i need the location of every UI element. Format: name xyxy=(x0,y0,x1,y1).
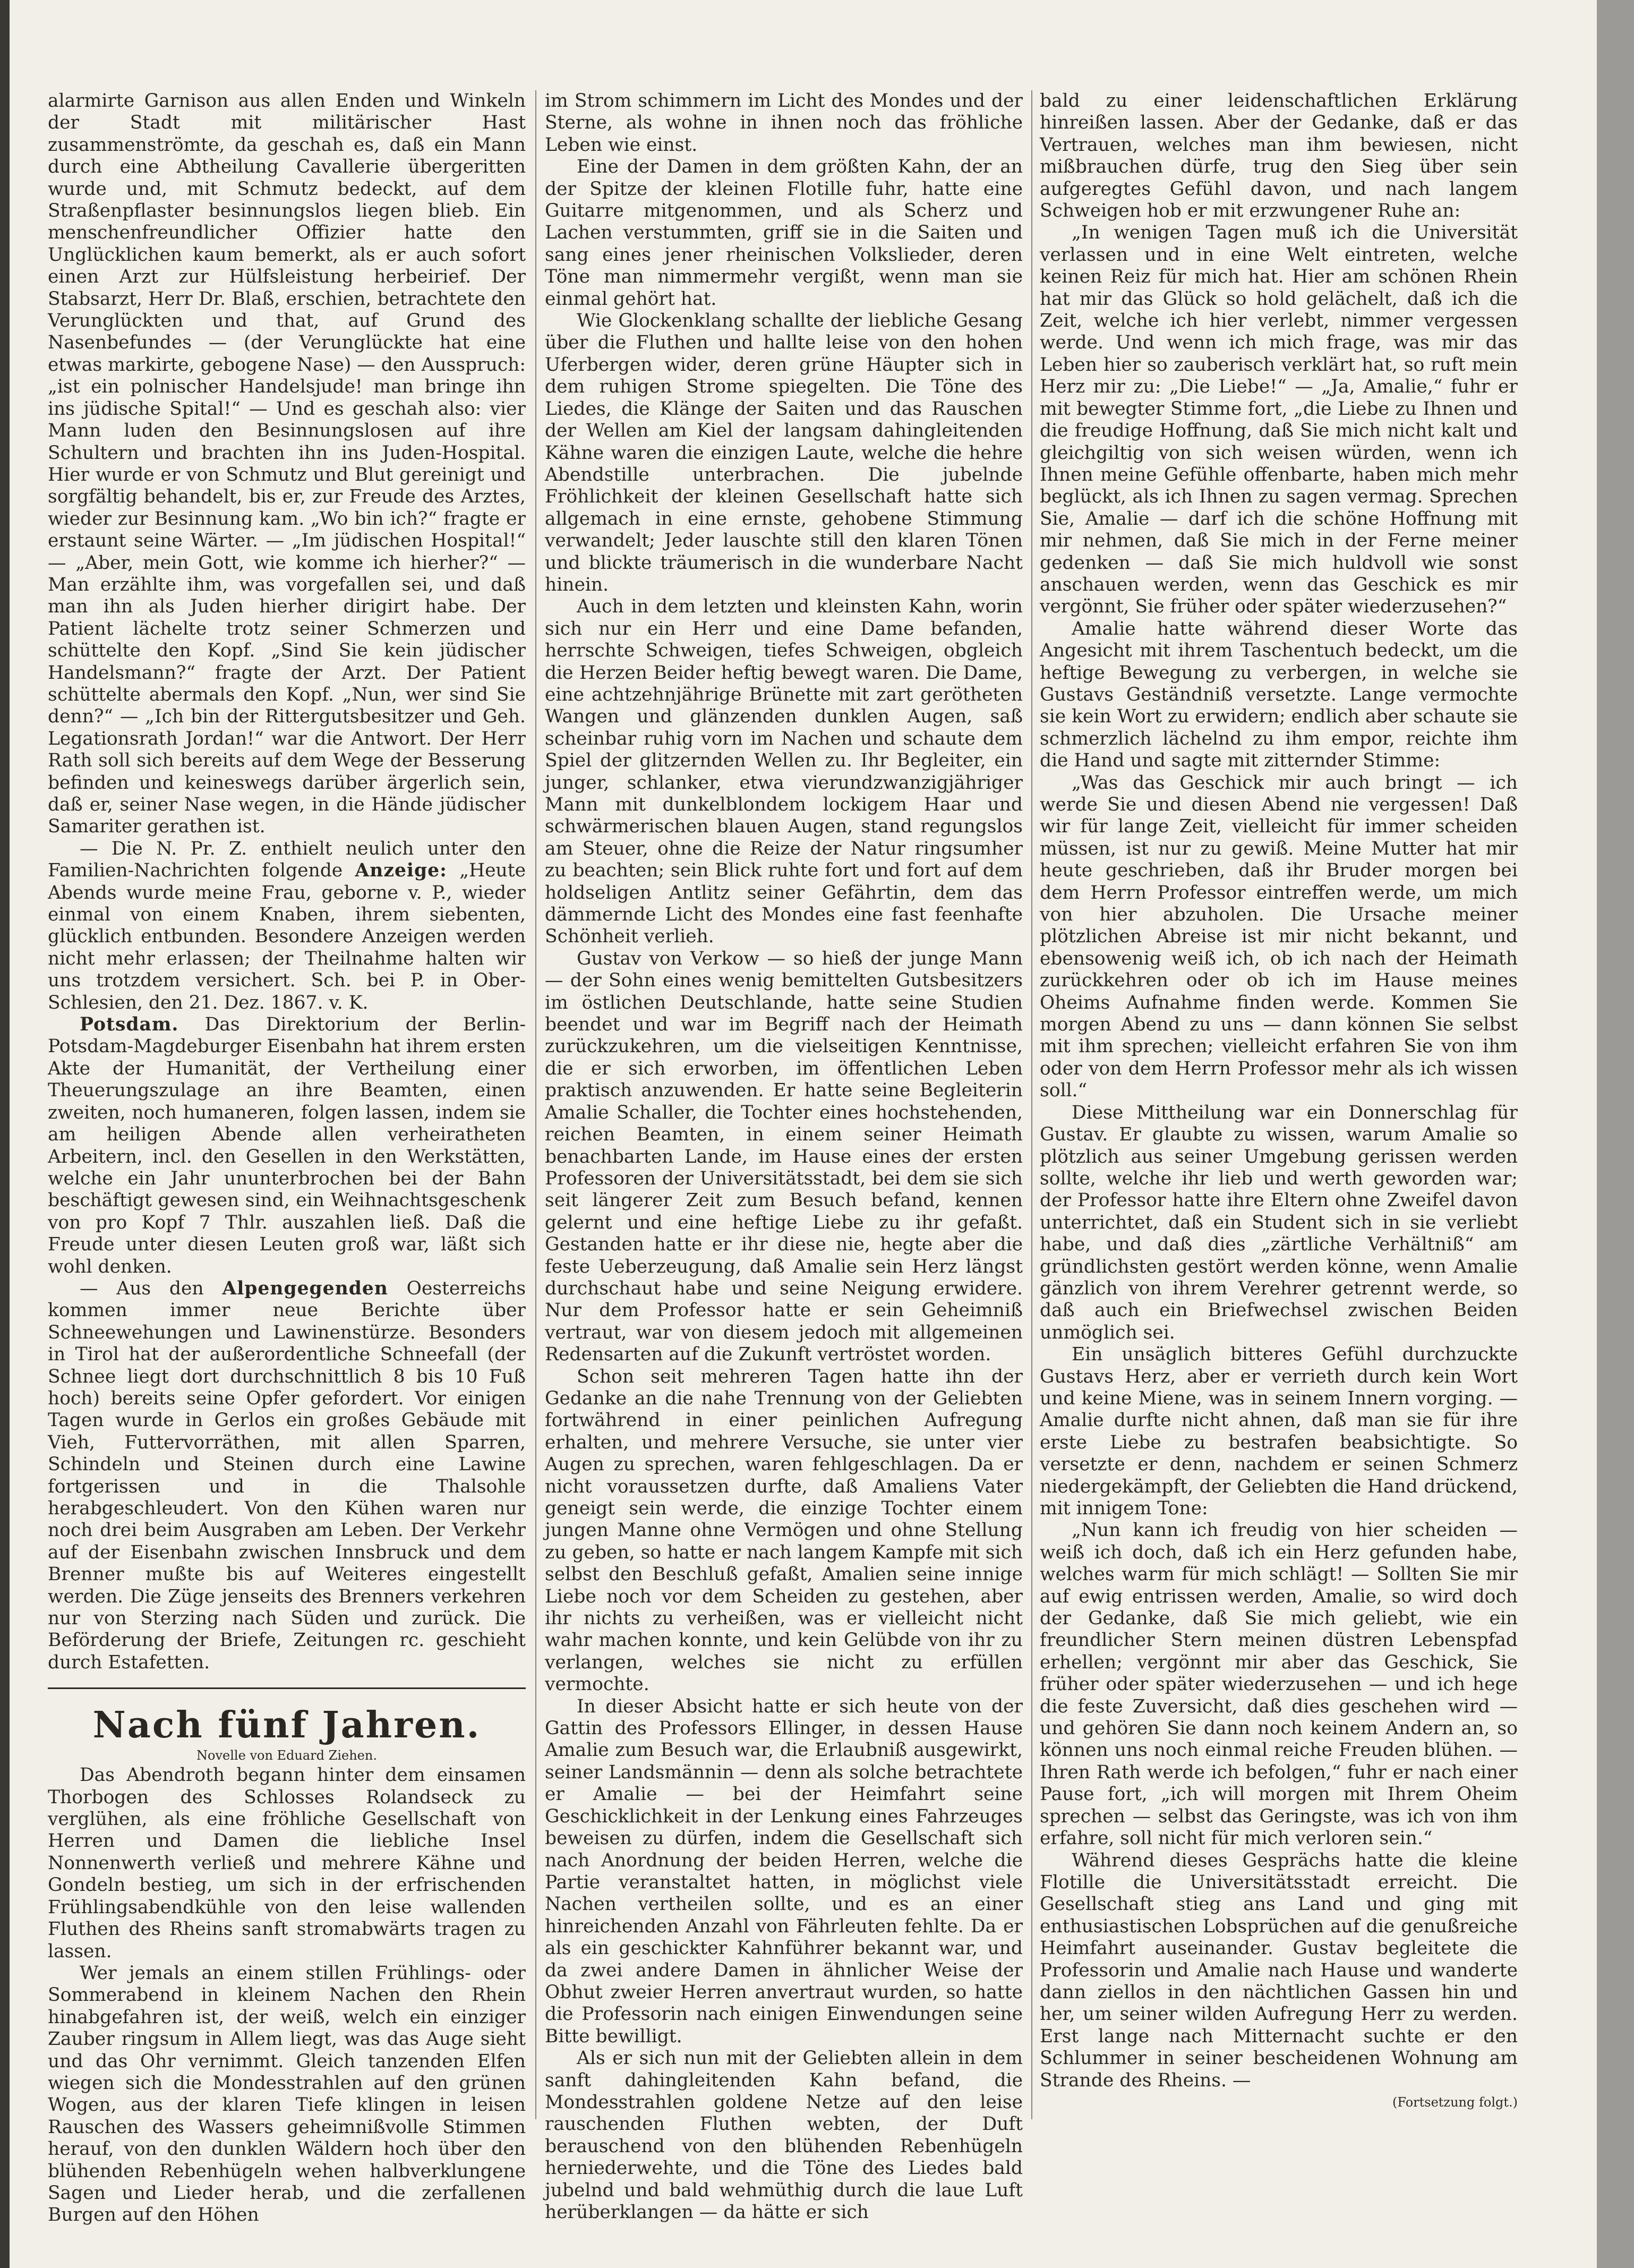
story-paragraph: Eine der Damen in dem größten Kahn, der an der Spitze der kleinen Flotille fuhr, hatte eine Guitarre mitgenommen, und als Scherz und Lachen verstummten, griff sie in die Saiten und sang eines jener rheinischen Volkslieder, deren Töne man nimmermehr vergißt, wenn man sie einmal gehört hat. xyxy=(545,156,1023,310)
story-paragraph: „Was das Geschick mir auch bringt — ich werde Sie und diesen Abend nie vergessen! Daß wir für lange Zeit, vielleicht für immer scheiden müssen, ist nur zu gewiß. Meine Mutter hat mir heute geschrieben, daß ihr Bruder morgen bei dem Herrn Professor eintreffen werde, um mich von hier abzuholen. Die Ursache meiner plötzlichen Abreise ist mir nicht bekannt, und ebensowenig weiß ich, ob ich nach der Heimath zurückkehren oder ob ich im Hause meines Oheims Aufnahme finden werde. Kommen Sie morgen Abend zu uns — dann können Sie selbst mit ihm sprechen; vielleicht erfahren Sie von ihm oder von dem Herrn Professor mehr als ich wissen soll.“ xyxy=(1040,772,1518,1102)
article-paragraph: alarmirte Garnison aus allen Enden und Winkeln der Stadt mit militärischer Hast zusammenströmte, da geschah es, daß ein Mann durch eine Abtheilung Cavallerie übergeritten wurde und, mit Schmutz bedeckt, auf dem Straßenpflaster besinnungslos liegen blieb. Ein menschenfreundlicher Offizier hatte den Unglücklichen kaum bemerkt, als er auch sofort einen Arzt zur Hülfsleistung herbeirief. Der Stabsarzt, Herr Dr. Blaß, erschien, betrachtete den Verunglückten und that, auf Grund des Nasenbefundes — (der Verunglückte hat eine etwas markirte, gebogene Nase) — den Ausspruch: „ist ein polnischer Handelsjude! man bringe ihn ins jüdische Spital!“ — Und es geschah also: vier Mann luden den Besinnungslosen auf ihre Schultern und brachten ihn ins Juden-Hospital. Hier wurde er von Schmutz und Blut gereinigt und sorgfältig behandelt, bis er, zur Freude des Arztes, wieder zur Besinnung kam. „Wo bin ich?“ fragte er erstaunt seine Wärter. — „Im jüdischen Hospital!“ — „Aber, mein Gott, wie komme ich hierher?“ — Man erzählte ihm, was vorgefallen sei, und daß man ihn als Juden hierher dirigirt habe. Der Patient lächelte trotz seiner Schmerzen und schüttelte den Kopf. „Sind Sie kein jüdischer Handelsmann?“ fragte der Arzt. Der Patient schüttelte abermals den Kopf. „Nun, wer sind Sie denn?“ — „Ich bin der Rittergutsbesitzer und Geh. Legationsrath Jordan!“ war die Antwort. Der Herr Rath soll sich bereits auf dem Wege der Besserung befinden und keineswegs darüber ärgerlich sein, daß er, seiner Nase wegen, in die Hände jüdischer Samariter gerathen ist. xyxy=(48,90,526,838)
page-right-edge xyxy=(1597,0,1634,2268)
newspaper-page xyxy=(10,0,1597,2268)
alps-paragraph xyxy=(48,1278,526,1674)
potsdam-heading: Potsdam. xyxy=(80,1014,179,1036)
story-paragraph: Ein unsäglich bitteres Gefühl durchzuckte Gustavs Herz, aber er verrieth durch kein Wort und keine Miene, was in seinem Innern vorging. — Amalie durfte nicht ahnen, daß man sie für ihre erste Liebe zu bestrafen beabsichtigte. So versetzte er denn, nachdem er seinen Schmerz niedergekämpft, der Geliebten die Hand drückend, mit innigem Tone: xyxy=(1040,1344,1518,1519)
story-paragraph: Schon seit mehreren Tagen hatte ihn der Gedanke an die nahe Trennung von der Geliebten fortwährend in einer peinlichen Aufregung erhalten, und mehrere Versuche, sie unter vier Augen zu sprechen, waren fehlgeschlagen. Da er nicht voraussetzen durfte, daß Amaliens Vater geneigt sein werde, die einzige Tochter einem jungen Manne ohne Vermögen und ohne Stellung zu geben, so hatte er nach langem Kampfe mit sich selbst den Beschluß gefaßt, Amalien seine innige Liebe noch vor dem Scheiden zu gestehen, aber ihr nichts zu verheißen, was er vielleicht nicht wahr machen konnte, und kein Gelübde von ihr zu verlangen, welches sie nicht zu erfüllen vermochte. xyxy=(545,1366,1023,1695)
column-rule xyxy=(1031,90,1032,2119)
text-run: — Aus den xyxy=(80,1277,204,1299)
story-paragraph: im Strom schimmern im Licht des Mondes und der Sterne, als wohne in ihnen noch das fröhliche Leben wie einst. xyxy=(545,90,1023,156)
story-paragraph: Das Abendroth begann hinter dem einsamen Thorbogen des Schlosses Rolandseck zu verglühen, als eine fröhliche Gesellschaft von Herren und Damen die liebliche Insel Nonnenwerth verließ und mehrere Kähne und Gondeln bestieg, um sich in der erfrischenden Frühlingsabendkühle von den leise wallenden Fluthen des Rheins sanft stromabwärts tragen zu lassen. xyxy=(48,1764,526,1962)
story-paragraph: bald zu einer leidenschaftlichen Erklärung hinreißen lassen. Aber der Gedanke, daß er das Vertrauen, welches man ihm bewiesen, nicht mißbrauchen dürfe, trug den Sieg über sein aufgeregtes Gefühl davon, und nach langem Schweigen hob er mit erzwungener Ruhe an: xyxy=(1040,90,1518,222)
novella-title: Nach fünf Jahren. xyxy=(92,1704,481,1747)
column-2 xyxy=(545,90,1023,2223)
story-paragraph: Diese Mittheilung war ein Donnerschlag für Gustav. Er glaubte zu wissen, warum Amalie so plötzlich aus seiner Umgebung gerissen werden sollte, welche ihr lieb und werth geworden war; der Professor hatte ihre Eltern ohne Zweifel davon unterrichtet, daß ein Student sich in sie verliebt habe, und daß dies „zärtliche Verhältniß“ am gründlichsten gestört werden könne, wenn Amalie gänzlich von ihrem Verehrer getrennt werde, so daß auch ein Briefwechsel zwischen Beiden unmöglich sei. xyxy=(1040,1102,1518,1343)
story-paragraph: Gustav von Verkow — so hieß der junge Mann — der Sohn eines wenig bemittelten Gutsbesitzers im östlichen Deutschlande, hatte seine Studien beendet und war im Begriff nach der Heimath zurückzukehren, um die vielseitigen Kenntnisse, die er sich erworben, im öffentlichen Leben praktisch anzuwenden. Er hatte seine Begleiterin Amalie Schaller, die Tochter eines hochstehenden, reichen Beamten, in einem seiner Heimath benachbarten Lande, im Hause eines der ersten Professoren der Universitätsstadt, bei dem sie sich seit längerer Zeit zum Besuch befand, kennen gelernt und eine heftige Liebe zu ihr gefaßt. Gestanden hatte er ihr diese nie, hegte aber die feste Ueberzeugung, daß Amalie sein Herz längst durchschaut habe und seine Neigung erwidere. Nur dem Professor hatte er sein Geheimniß vertraut, war von diesem jedoch mit allgemeinen Redensarten auf die Zukunft vertröstet worden. xyxy=(545,948,1023,1366)
story-paragraph: In dieser Absicht hatte er sich heute von der Gattin des Professors Ellinger, in dessen Hause Amalie zum Besuch war, die Erlaubniß ausgewirkt, seiner Landsmännin — denn als solche betrachtete er Amalie — bei der Heimfahrt seine Geschicklichkeit in der Lenkung eines Fahrzeuges beweisen zu dürfen, indem die Gesellschaft sich nach Anordnung der beiden Herren, welche die Partie veranstaltet hatten, in möglichst viele Nachen vertheilen sollte, und es an einer hinreichenden Anzahl von Fährleuten fehlte. Da er als ein geschickter Kahnführer bekannt war, und da zwei andere Damen in ähnlicher Weise der Obhut zweier Herren anvertraut wurden, so hatte die Professorin nach einigen Einwendungen seine Bitte bewilligt. xyxy=(545,1695,1023,2047)
story-paragraph: Als er sich nun mit der Geliebten allein in dem sanft dahingleitenden Kahn befand, die Mondesstrahlen goldene Netze auf den leise rauschenden Fluthen webten, der Duft berauschend von den blühenden Rebenhügeln herniederwehte, und die Töne des Liedes bald jubelnd und bald wehmüthig durch die laue Luft herüberklangen — da hätte er sich xyxy=(545,2048,1023,2223)
column-rule xyxy=(535,90,536,2119)
story-paragraph: Auch in dem letzten und kleinsten Kahn, worin sich nur ein Herr und eine Dame befanden, herrschte Schweigen, tiefes Schweigen, obgleich die Herzen Beider heftig bewegt waren. Die Dame, eine achtzehnjährige Brünette mit zart gerötheten Wangen und glänzenden dunklen Augen, saß scheinbar ruhig vorn im Nachen und schaute dem Spiel der glitzernden Wellen zu. Ihr Begleiter, ein junger, schlanker, etwa vierundzwanzigjähriger Mann mit dunkelblondem lockigem Haar und schwärmerischen blauen Augen, stand regungslos am Steuer, ohne die Reize der Natur ringsumher zu beachten; sein Blick ruhte fort und fort auf dem holdseligen Antlitz seiner Gefährtin, dem das dämmernde Licht des Mondes eine fast feenhafte Schönheit verlieh. xyxy=(545,596,1023,948)
potsdam-paragraph xyxy=(48,1014,526,1278)
story-paragraph: Amalie hatte während dieser Worte das Angesicht mit ihrem Taschentuch bedeckt, um die heftige Bewegung zu verbergen, in welche sie Gustavs Geständniß versetzte. Lange vermochte sie kein Wort zu erwidern; endlich aber schaute sie schmerzlich lächelnd zu ihm empor, reichte ihm die Hand und sagte mit zitternder Stimme: xyxy=(1040,618,1518,772)
story-paragraph: „In wenigen Tagen muß ich die Universität verlassen und in eine Welt eintreten, welche keinen Reiz für mich hat. Hier am schönen Rhein hat mir das Glück so hold gelächelt, daß ich die Zeit, welche ich hier verlebt, nimmer vergessen werde. Und wenn ich mich frage, was mir das Leben hier so zauberisch verklärt hat, so ruft mein Herz mir zu: „Die Liebe!“ — „Ja, Amalie,“ fuhr er mit bewegter Stimme fort, „die Liebe zu Ihnen und die freudige Hoffnung, daß Sie mich nicht kalt und gleichgiltig von sich weisen würden, wenn ich Ihnen meine Gefühle offenbarte, haben mich mehr beglückt, als ich Ihnen zu sagen vermag. Sprechen Sie, Amalie — darf ich die schöne Hoffnung mit mir nehmen, daß Sie mich in der Ferne meiner gedenken — daß Sie mich huldvoll wie sonst anschauen werden, wenn das Geschick es mir vergönnt, Sie früher oder später wiederzusehen?“ xyxy=(1040,222,1518,618)
alpengegenden-heading: Alpengegenden xyxy=(222,1277,388,1299)
text-run: „Heute Abends wurde meine Frau, geborne v. P., wieder einmal von einem Knaben, ihrem siebenten, glücklich entbunden. Besondere Anzeigen werden nicht mehr erlassen; der Theilnahme halten wir uns trotzdem versichert. Sch. bei P. in Ober-Schlesien, den 21. Dez. 1867. v. K. xyxy=(48,860,526,1013)
column-3 xyxy=(1040,90,1518,2113)
text-run: Das Direktorium der Berlin-Potsdam-Magdeburger Eisenbahn hat ihrem ersten Akte der Humanität, der Vertheilung einer Theuerungszulage an ihre Beamten, einen zweiten, noch humaneren, folgen lassen, indem sie am heiligen Abende allen verheiratheten Arbeitern, incl. den Gesellen in den Werkstätten, welche ein Jahr ununterbrochen bei der Bahn beschäftigt gewesen sind, ein Weihnachtsgeschenk von pro Kopf 7 Thlr. auszahlen ließ. Daß die Freude unter diesen Leuten groß war, läßt sich wohl denken. xyxy=(48,1014,526,1277)
story-paragraph: Während dieses Gesprächs hatte die kleine Flotille die Universitätsstadt erreicht. Die Gesellschaft stieg ans Land und ging mit enthusiastischen Lobsprüchen auf die genußreiche Heimfahrt auseinander. Gustav begleitete die Professorin und Amalie nach Hause und wanderte dann ziellos in den nächtlichen Gassen hin und her, um seiner wilden Aufregung Herr zu werden. Erst lange nach Mitternacht suchte er den Schlummer in seiner bescheidenen Wohnung am Strande des Rheins. — xyxy=(1040,1849,1518,2091)
story-paragraph: „Nun kann ich freudig von hier scheiden — weiß ich doch, daß ich ein Herz gefunden habe, welches warm für mich schlägt! — Sollten Sie mir auf ewig entrissen werden, Amalie, so wird doch der Gedanke, daß Sie mich geliebt, wie ein freundlicher Stern meinen düstren Lebenspfad erhellen; vergönnt mir aber das Geschick, Sie früher oder später wiederzusehen — und ich hege die feste Zuversicht, daß dies geschehen wird — und gehören Sie dann noch keinem Andern an, so können uns noch einmal reiche Freuden blühen. — Ihren Rath werde ich befolgen,“ fuhr er nach einer Pause fort, „ich will morgen mit Ihrem Oheim sprechen — selbst das Geringste, was ich von ihm erfahre, soll nicht für mich verloren sein.“ xyxy=(1040,1520,1518,1849)
story-paragraph: Wie Glockenklang schallte der liebliche Gesang über die Fluthen und hallte leise von den hohen Uferbergen wider, deren grüne Häupter sich in dem ruhigen Strome spiegelten. Die Töne des Liedes, die Klänge der Saiten und das Rauschen der Wellen am Kiel der langsam dahingleitenden Kähne waren die einzigen Laute, welche die hehre Abendstille unterbrachen. Die jubelnde Fröhlichkeit der kleinen Gesellschaft hatte sich allgemach in eine ernste, gehobene Stimmung verwandelt; Jeder lauschte still den klaren Tönen und blickte träumerisch in die wunderbare Nacht hinein. xyxy=(545,310,1023,595)
section-divider xyxy=(48,1687,526,1689)
announcement-paragraph xyxy=(48,838,526,1014)
text-run: Oesterreichs kommen immer neue Berichte über Schneewehungen und Lawinenstürze. Besonders in Tirol hat der außerordentliche Schneefall (der Schnee liegt dort durchschnittlich 8 bis 10 Fuß hoch) bereits seine Opfer gefordert. Vor einigen Tagen wurde in Gerlos ein großes Gebäude mit Vieh, Futtervorräthen, mit allen Sparren, Schindeln und Steinen durch eine Lawine fortgerissen und in die Thalsohle herabgeschleudert. Von den Kühen waren nur noch drei beim Ausgraben am Leben. Der Verkehr auf der Eisenbahn zwischen Innsbruck und dem Brenner mußte bis auf Weiteres eingestellt werden. Die Züge jenseits des Brenners verkehren nur von Sterzing nach Süden und zurück. Die Beförderung der Briefe, Zeitungen rc. geschieht durch Estafetten. xyxy=(48,1277,526,1673)
page-left-edge xyxy=(0,0,10,2268)
story-paragraph: Wer jemals an einem stillen Frühlings- oder Sommerabend in kleinem Nachen den Rhein hinabgefahren ist, der weiß, welch ein einziger Zauber ringsum in Allem liegt, was das Auge sieht und das Ohr vernimmt. Gleich tanzenden Elfen wiegen sich die Mondesstrahlen auf den grünen Wogen, aus der klaren Tiefe klingen in leisen Rauschen des Wassers geheimnißvolle Stimmen herauf, von den dunklen Wäldern hoch über den blühenden Rebenhügeln wehen halbverklungene Sagen und Lieder herab, und die zerfallenen Burgen auf den Höhen xyxy=(48,1962,526,2226)
anzeige-heading: Anzeige: xyxy=(355,860,447,882)
column-1 xyxy=(48,90,526,2227)
text-run: — Die N. Pr. Z. enthielt neulich unter den Familien-Nachrichten folgende xyxy=(48,838,526,882)
continuation-note: (Fortsetzung folgt.) xyxy=(1392,2094,1518,2110)
novella-byline: Novelle von Eduard Ziehen. xyxy=(196,1748,377,1763)
